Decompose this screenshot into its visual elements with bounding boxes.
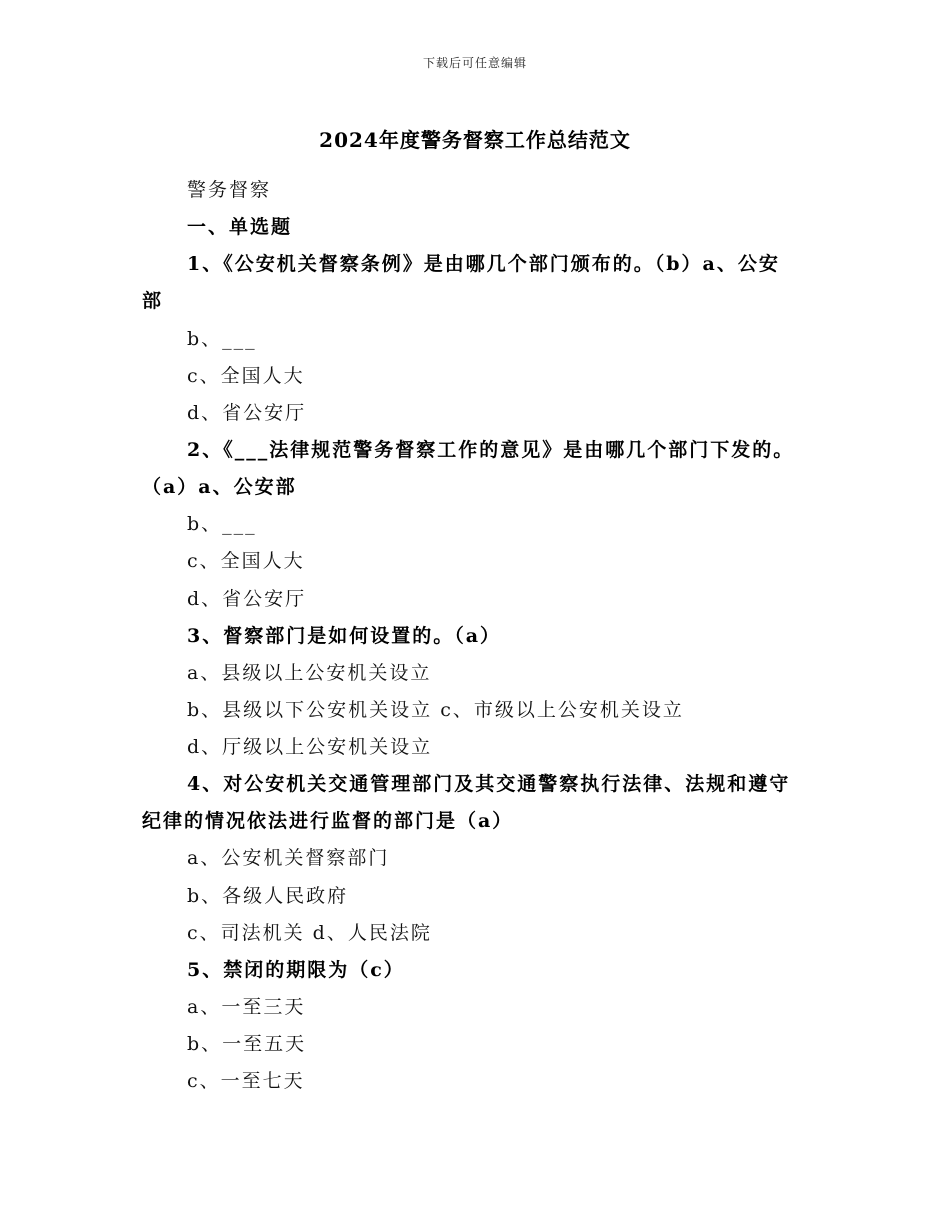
section-heading: 一、单选题 [187,216,293,238]
question-2-continued: （a）a、公安部 [142,476,297,498]
question-1-continued: 部 [142,290,164,312]
question-4-continued: 纪律的情况依法进行监督的部门是（a） [142,810,514,832]
option-a: a、公安机关督察部门 [187,847,390,869]
question-4: 4、对公安机关交通管理部门及其交通警察执行法律、法规和遵守 [187,773,791,795]
option-d: d、厅级以上公安机关设立 [187,736,433,758]
option-c-d: c、司法机关 d、人民法院 [187,922,432,944]
question-1: 1、《公安机关督察条例》是由哪几个部门颁布的。（b）a、公安 [187,253,780,275]
option-b: b、___ [187,328,257,350]
question-2: 2、《___法律规范警务督察工作的意见》是由哪几个部门下发的。 [187,439,795,461]
question-5: 5、禁闭的期限为（c） [187,959,405,981]
page-title: 2024年度警务督察工作总结范文 [319,128,631,152]
option-b: b、一至五天 [187,1033,307,1055]
option-d: d、省公安厅 [187,402,307,424]
option-b-c: b、县级以下公安机关设立 c、市级以上公安机关设立 [187,699,684,721]
question-3: 3、督察部门是如何设置的。（a） [187,625,502,647]
option-d: d、省公安厅 [187,588,307,610]
section-label: 警务督察 [187,179,272,201]
option-b: b、___ [187,513,257,535]
option-a: a、县级以上公安机关设立 [187,662,432,684]
option-c: c、一至七天 [187,1070,305,1092]
option-b: b、各级人民政府 [187,885,349,907]
header-note: 下载后可任意编辑 [422,56,527,70]
option-c: c、全国人大 [187,550,305,572]
option-c: c、全国人大 [187,365,305,387]
option-a: a、一至三天 [187,996,306,1018]
